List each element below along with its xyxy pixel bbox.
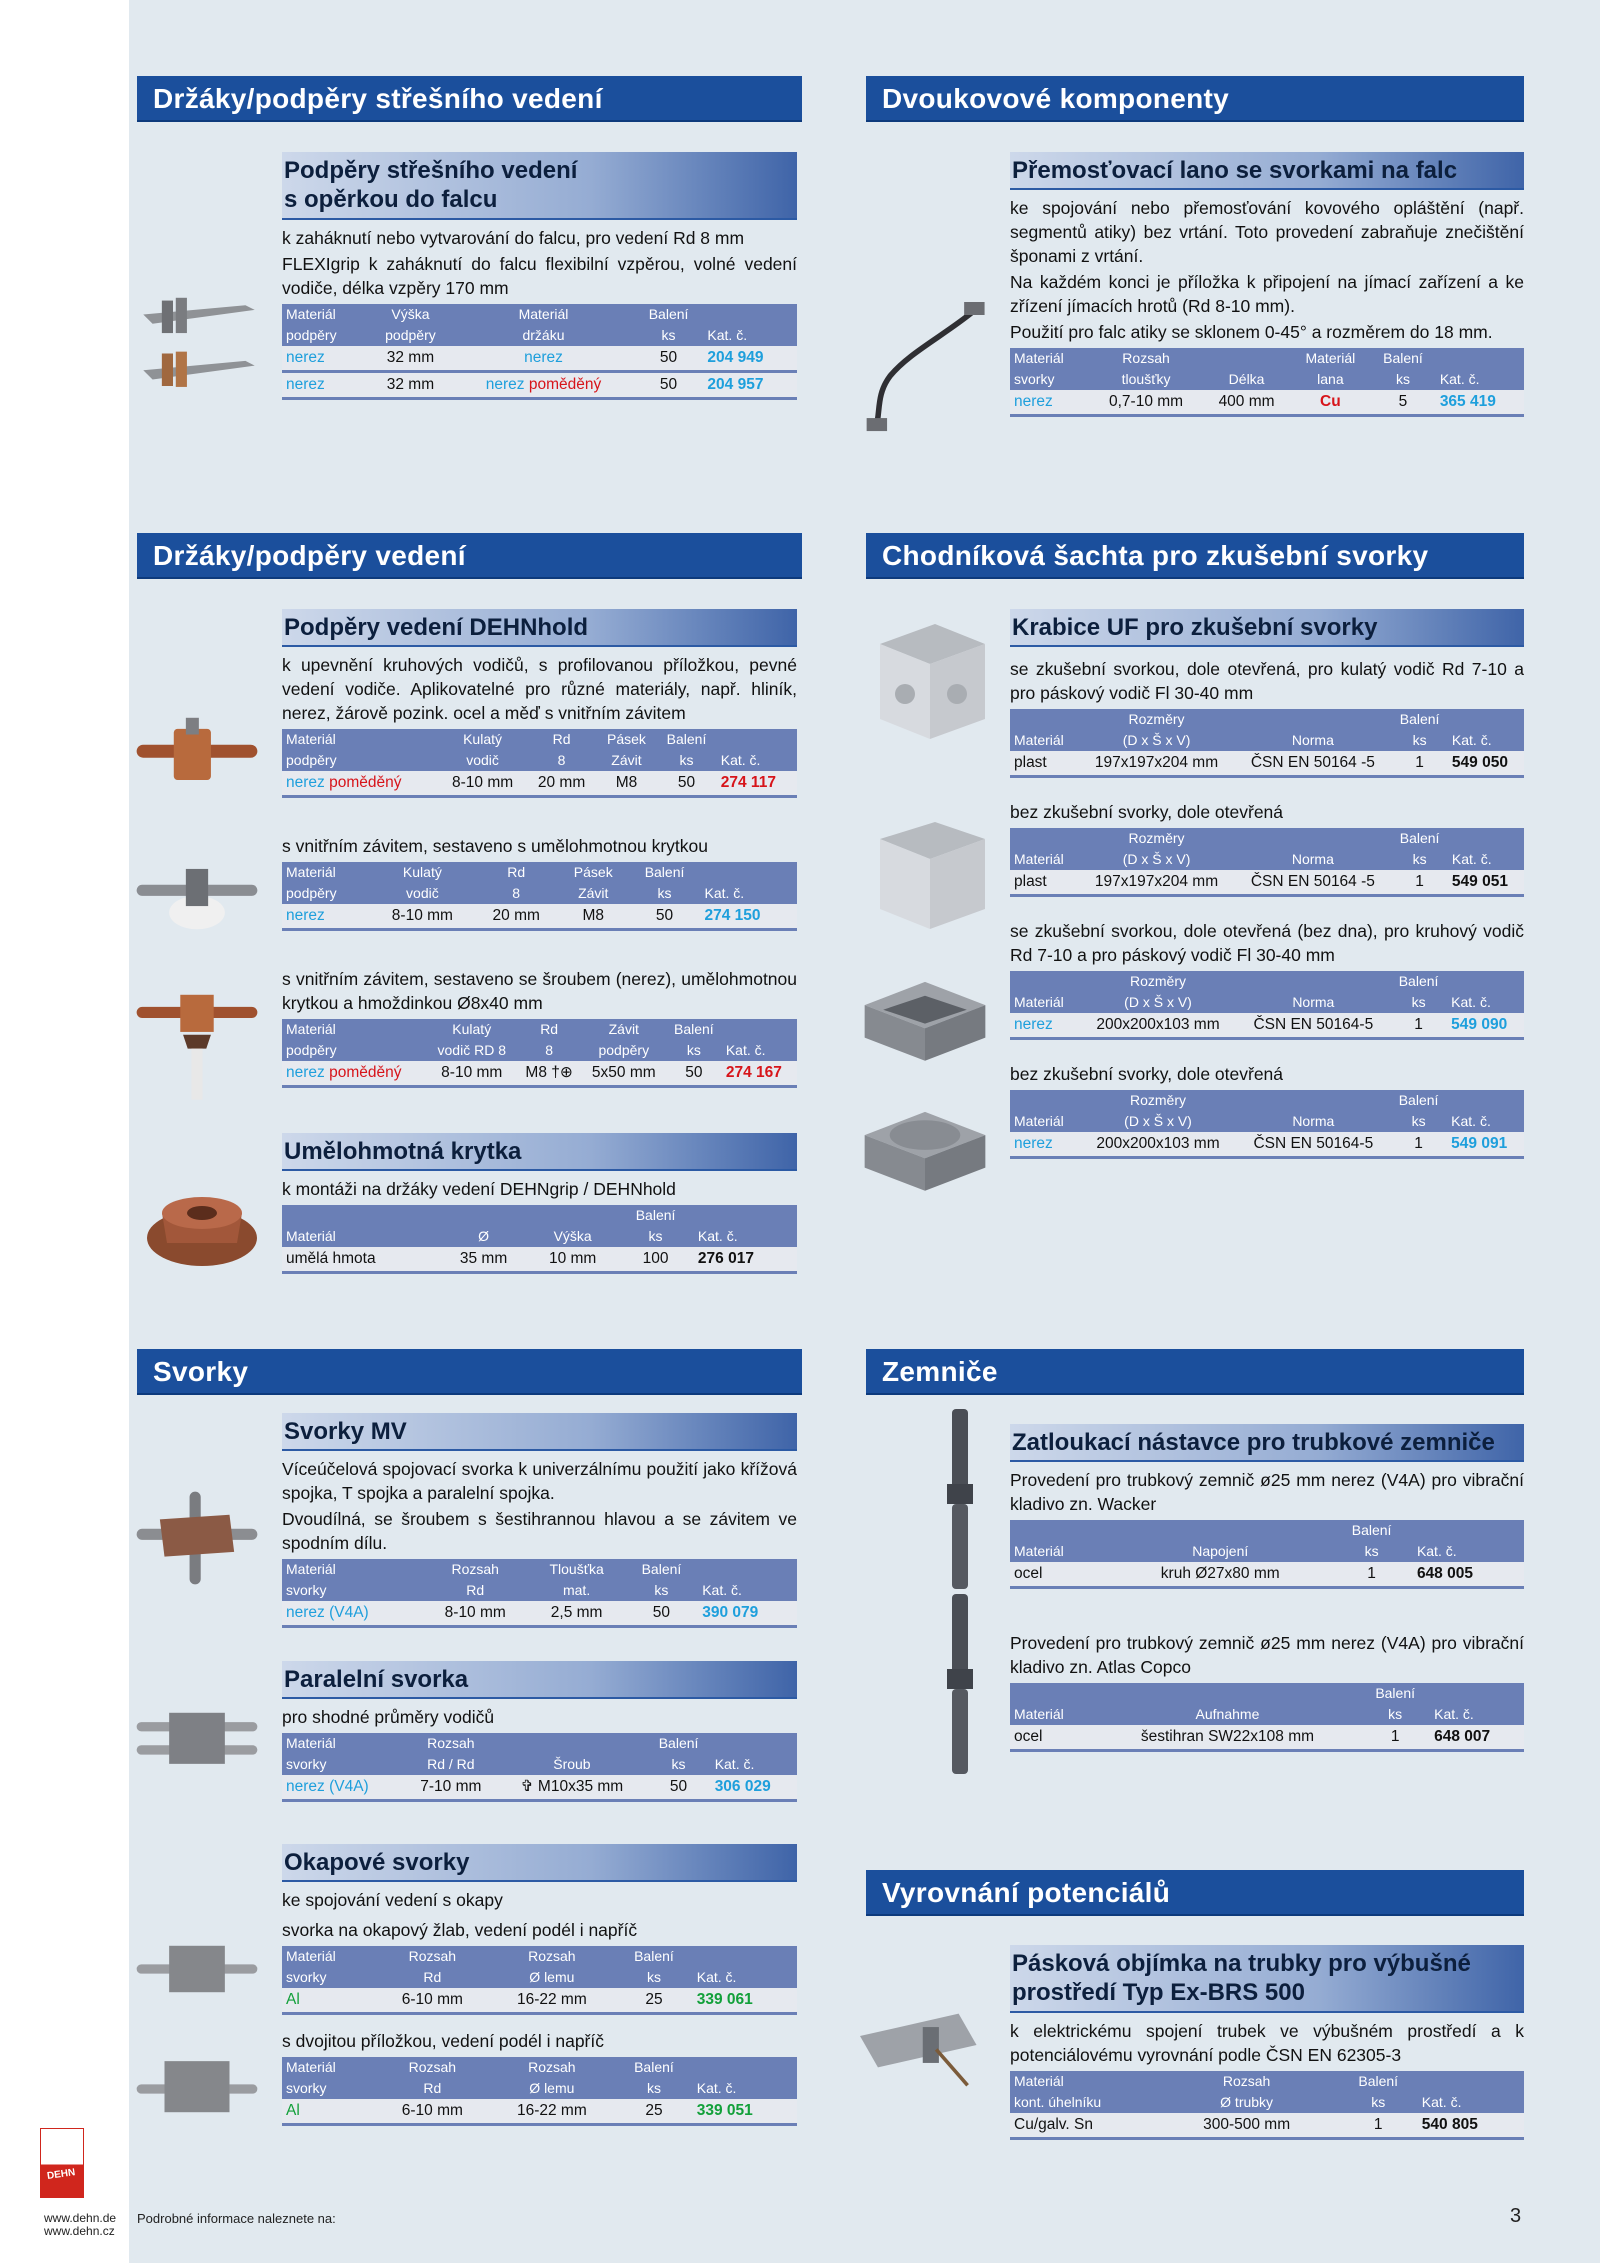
product-desc: s dvojitou příložkou, vedení podél i napříč (282, 2031, 604, 2051)
product-title: Umělohmotná krytka (282, 1133, 797, 1171)
table-row: nerez 200x200x103 mm ČSN EN 50164-5 1 549 091 (1010, 1132, 1524, 1158)
product-desc: FLEXIgrip k zaháknutí do falcu flexibilní vzpěrou, volné vedení vodiče, délka vzpěry 170 mm (282, 254, 797, 298)
spec-table: Materiál Rozsah Balení kont. úhelníku Ø trubky ks Kat. č. Cu/galv. Sn 300-500 mm 1 540 805 (1010, 2071, 1524, 2140)
product-title: Krabice UF pro zkušební svorky (1010, 609, 1524, 647)
table-row: nerez (V4A) 8-10 mm 2,5 mm 50 390 079 (282, 1601, 797, 1627)
table-row: umělá hmota 35 mm 10 mm 100 276 017 (282, 1247, 797, 1273)
spec-table: Balení Materiál Ø Výška ks Kat. č. umělá hmota 35 mm 10 mm 100 276 017 (282, 1205, 797, 1274)
product-roof-support-falc (137, 152, 797, 400)
spec-table: Materiál Výška Materiál Balení podpěry podpěry držáku ks Kat. č. nerez 32 mm nerez 50 204 949 nerez 32 mm nerez poměděný 50 204 957 (282, 304, 797, 400)
table-row: plast 197x197x204 mm ČSN EN 50164 -5 1 549 050 (1010, 751, 1524, 777)
table-row: Al 6-10 mm 16-22 mm 25 339 061 (282, 1988, 797, 2014)
product-desc: k montáži na držáky vedení DEHNgrip / DEHNhold (282, 1179, 676, 1199)
product-desc: Na každém konci je příložka k připojení na jímací zařízení a ke zřízení jímacích hrotů (Rd 8-10 mm). (1010, 272, 1524, 316)
table-row: Cu/galv. Sn 300-500 mm 1 540 805 (1010, 2113, 1524, 2139)
ex-brs-clamp-image (860, 1990, 990, 2100)
web-link-de[interactable]: www.dehn.de (44, 2211, 117, 2225)
section-pavement-pit (866, 533, 1524, 579)
product-bridging-rope (866, 152, 1524, 417)
table-row: nerez poměděný 8-10 mm 20 mm M8 50 274 117 (282, 771, 797, 797)
section-clamps (137, 1349, 802, 1395)
section-title: Držáky/podpěry střešního vedení (137, 76, 802, 122)
product-title: Paralelní svorka (282, 1661, 797, 1699)
uf-box-image (865, 614, 995, 744)
section-title: Vyrovnání potenciálů (866, 1870, 1524, 1916)
product-desc: Provedení pro trubkový zemnič ø25 mm nerez (V4A) pro vibrační kladivo zn. Atlas Copco (1010, 1633, 1524, 1677)
parallel-clamp-image (132, 1691, 262, 1781)
gutter-clamp-image (132, 1924, 262, 2014)
product-desc: bez zkušební svorky, dole otevřená (1010, 1064, 1284, 1084)
product-title: Přemosťovací lano se svorkami na falc (1010, 152, 1524, 190)
section-title: Svorky (137, 1349, 802, 1395)
section-title: Chodníková šachta pro zkušební svorky (866, 533, 1524, 579)
roof-support-product-image (134, 282, 264, 412)
spec-table: Rozměry Balení Materiál (D x Š x V) Norma ks Kat. č. nerez 200x200x103 mm ČSN EN 50164-5 1 549 090 (1010, 971, 1524, 1040)
product-desc: Použití pro falc atiky se sklonem 0-45° a rozměrem do 18 mm. (1010, 322, 1493, 342)
table-row: plast 197x197x204 mm ČSN EN 50164 -5 1 549 051 (1010, 870, 1524, 896)
product-desc: s vnitřním závitem, sestaveno s umělohmotnou krytkou (282, 836, 709, 856)
screw-icon: ✞ (520, 1778, 534, 1795)
table-row: Al 6-10 mm 16-22 mm 25 339 051 (282, 2099, 797, 2125)
product-title: Okapové svorky (282, 1844, 797, 1882)
product-desc: k elektrickému spojení trubek ve výbušném prostředí a k potenciálovému vyrovnání podle ČSN EN 62305-3 (1010, 2021, 1524, 2065)
product-desc: ke spojování vedení s okapy (282, 1890, 503, 1910)
page-number: 3 (1510, 2205, 1522, 2227)
section-earth-rods (866, 1349, 1524, 1395)
spec-table: Rozměry Balení Materiál (D x Š x V) Norma ks Kat. č. nerez 200x200x103 mm ČSN EN 50164-5 1 549 091 (1010, 1090, 1524, 1159)
table-row: ocel kruh Ø27x80 mm 1 648 005 (1010, 1562, 1524, 1588)
product-title: Svorky MV (282, 1413, 797, 1451)
product-driving-heads (866, 1424, 1524, 1752)
screw-head-icon: †⊕ (551, 1064, 573, 1081)
product-uf-box (866, 609, 1524, 1159)
spec-table: Balení Materiál Aufnahme ks Kat. č. ocel šestihran SW22x108 mm 1 648 007 (1010, 1683, 1524, 1752)
product-desc: se zkušební svorkou, dole otevřená, pro kulatý vodič Rd 7-10 a pro páskový vodič Fl 30-40 mm (1010, 659, 1524, 703)
spec-table: Materiál Kulatý Rd Závit Balení podpěry vodič RD 8 8 podpěry ks Kat. č. nerez poměděný 8-10 mm M8 †⊕ 5x50 mm 50 274 167 (282, 1019, 797, 1088)
dehn-logo: DEHN (40, 2128, 84, 2198)
footer-web-links (44, 2212, 116, 2238)
spec-table: Materiál Kulatý Rd Pásek Balení podpěry vodič 8 Závit ks Kat. č. nerez 8-10 mm 20 mm M8 50 274 150 (282, 862, 797, 931)
section-title: Zemniče (866, 1349, 1524, 1395)
product-title: Podpěry vedení DEHNhold (282, 609, 797, 647)
mv-clamp-image (132, 1483, 262, 1593)
product-title: Zatloukací nástavce pro trubkové zemniče (1010, 1424, 1524, 1462)
plastic-cap-image (137, 1173, 267, 1273)
product-desc: Víceúčelová spojovací svorka k univerzálnímu použití jako křížová spojka, T spojka a paralelní spojka. (282, 1459, 797, 1503)
uf-box-open-image (865, 814, 995, 934)
web-link-cz[interactable]: www.dehn.cz (44, 2224, 115, 2238)
product-desc: k zaháknutí nebo vytvarování do falcu, pro vedení Rd 8 mm (282, 228, 745, 248)
dehnhold-cap-image (132, 849, 262, 939)
table-row: nerez 32 mm nerez poměděný 50 204 957 (282, 372, 797, 399)
section-line-supports (137, 533, 802, 579)
spec-table: Materiál Kulatý Rd Pásek Balení podpěry vodič 8 Závit ks Kat. č. nerez poměděný 8-10 mm 20 mm M8 50 274 117 (282, 729, 797, 798)
section-title: Dvoukovové komponenty (866, 76, 1524, 122)
table-row: nerez 32 mm nerez 50 204 949 (282, 346, 797, 372)
section-title: Držáky/podpěry vedení (137, 533, 802, 579)
table-row: ocel šestihran SW22x108 mm 1 648 007 (1010, 1725, 1524, 1751)
product-desc: bez zkušební svorky, dole otevřená (1010, 802, 1284, 822)
stainless-pit-closed-image (860, 1094, 990, 1204)
table-row: nerez poměděný 8-10 mm M8 †⊕ 5x50 mm 50 274 167 (282, 1061, 797, 1087)
spec-table: Materiál Rozsah Balení svorky Rd / Rd Šroub ks Kat. č. nerez (V4A) 7-10 mm ✞ M10x35 mm 50 306 029 (282, 1733, 797, 1802)
product-desc: k upevnění kruhových vodičů, s profilovanou příložkou, pevné vedení vodiče. Aplikovatelné pro různé materiály, např. hliník, nerez, žárově pozink. ocel a měď s vnitřním závitem (282, 655, 797, 723)
product-desc: Provedení pro trubkový zemnič ø25 mm nerez (V4A) pro vibrační kladivo zn. Wacker (1010, 1470, 1524, 1514)
product-mv-clamp (137, 1413, 797, 1628)
product-desc: Dvoudílná, se šroubem s šestihrannou hlavou a se závitem ve spodním dílu. (282, 1509, 797, 1553)
section-bimetal (866, 76, 1524, 122)
gutter-clamp-double-image (132, 2044, 262, 2134)
table-row: nerez 0,7-10 mm 400 mm Cu 5 365 419 (1010, 390, 1524, 416)
bridging-rope-image (862, 292, 992, 442)
section-equipotential (866, 1870, 1524, 1916)
product-plastic-cap (137, 1133, 797, 1274)
product-parallel-clamp (137, 1661, 797, 1802)
spec-table: Materiál Rozsah Rozsah Balení svorky Rd Ø lemu ks Kat. č. Al 6-10 mm 16-22 mm 25 339 051 (282, 2057, 797, 2126)
spec-table: Rozměry Balení Materiál (D x Š x V) Norma ks Kat. č. plast 197x197x204 mm ČSN EN 50164 -5 1 549 051 (1010, 828, 1524, 897)
dehnhold-copper-image (132, 709, 262, 799)
product-title: Podpěry střešního vedení s opěrkou do falcu (282, 152, 797, 220)
table-row: nerez (V4A) 7-10 mm ✞ M10x35 mm 50 306 029 (282, 1775, 797, 1801)
product-ex-brs (866, 1945, 1524, 2140)
spec-table: Materiál Rozsah Rozsah Balení svorky Rd Ø lemu ks Kat. č. Al 6-10 mm 16-22 mm 25 339 061 (282, 1946, 797, 2015)
product-dehnhold (137, 609, 797, 1088)
spec-table: Balení Materiál Napojení ks Kat. č. ocel kruh Ø27x80 mm 1 648 005 (1010, 1520, 1524, 1589)
table-row: nerez 8-10 mm 20 mm M8 50 274 150 (282, 904, 797, 930)
spec-table: Materiál Rozsah Materiál Balení svorky tloušťky Délka lana ks Kat. č. nerez 0,7-10 mm 400 mm Cu 5 365 419 (1010, 348, 1524, 417)
product-desc: svorka na okapový žlab, vedení podél i napříč (282, 1920, 638, 1940)
product-desc: se zkušební svorkou, dole otevřená (bez dna), pro kruhový vodič Rd 7-10 a pro páskový vodič Fl 30-40 mm (1010, 921, 1524, 965)
driving-head-wacker-image (895, 1404, 1025, 1594)
product-title: Pásková objímka na trubky pro výbušné prostředí Typ Ex-BRS 500 (1010, 1945, 1524, 2013)
product-desc: pro shodné průměry vodičů (282, 1707, 495, 1727)
table-row: nerez 200x200x103 mm ČSN EN 50164-5 1 549 090 (1010, 1013, 1524, 1039)
product-desc: ke spojování nebo přemosťování kovového opláštění (např. segmentů atiky) bez vrtání. Toto provedení zabraňuje znečištění šponami z vrtání. (1010, 198, 1524, 266)
product-desc: s vnitřním závitem, sestaveno se šroubem (nerez), umělohmotnou krytkou a hmoždinkou Ø8x40 mm (282, 969, 797, 1013)
spec-table: Materiál Rozsah Tloušťka Balení svorky Rd mat. ks Kat. č. nerez (V4A) 8-10 mm 2,5 mm 50 390 079 (282, 1559, 797, 1628)
stainless-pit-image (860, 964, 990, 1074)
product-gutter-clamps (137, 1844, 797, 2126)
footer-info: Podrobné informace naleznete na: (137, 2211, 336, 2226)
spec-table: Rozměry Balení Materiál (D x Š x V) Norma ks Kat. č. plast 197x197x204 mm ČSN EN 50164 -5 1 549 050 (1010, 709, 1524, 778)
dehnhold-screw-image (132, 979, 262, 1109)
left-margin-strip (0, 0, 129, 2263)
driving-head-atlas-image (895, 1589, 1025, 1779)
section-roof-supports (137, 76, 802, 122)
